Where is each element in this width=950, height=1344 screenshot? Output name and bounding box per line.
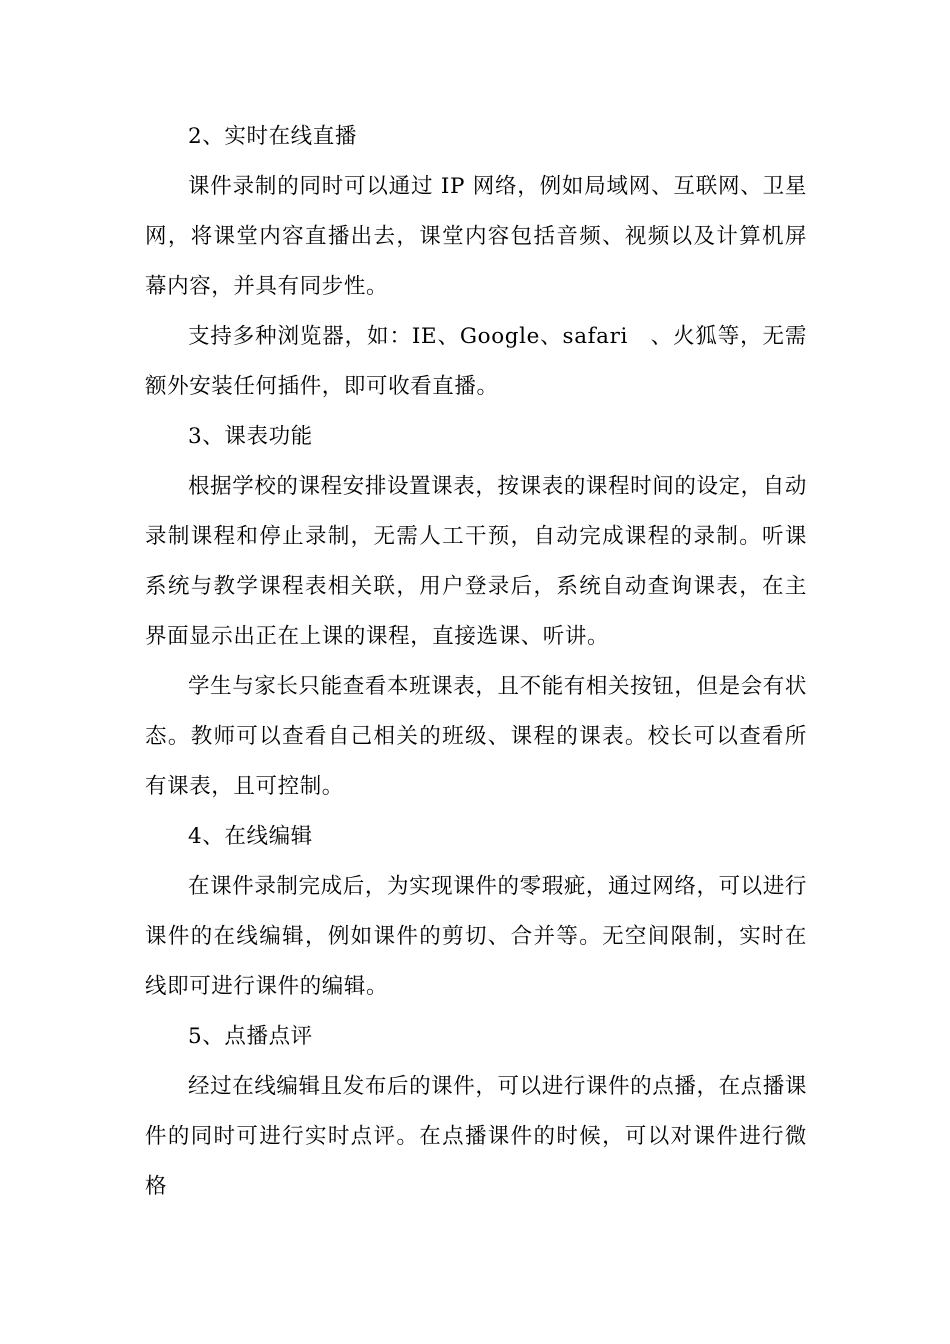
document-page: [145, 112, 807, 1212]
paragraph-live-streaming-network: 课件录制的同时可以通过 IP 网络，例如局域网、互联网、卫星网，将课堂内容直播出去，课堂内容包括音频、视频以及计算机屏幕内容，并具有同步性。: [145, 174, 807, 299]
section-heading-schedule: 3、课表功能: [188, 424, 313, 449]
section-heading-live-streaming: 2、实时在线直播: [188, 124, 357, 149]
section-heading-online-editing: 4、在线编辑: [188, 824, 313, 849]
paragraph-schedule-permissions: 学生与家长只能查看本班课表，且不能有相关按钮，但是会有状态。教师可以查看自己相关的班级、课程的课表。校长可以查看所有课表，且可控制。: [145, 674, 807, 799]
paragraph-browser-support: 支持多种浏览器，如：IE、Google、safari 、火狐等，无需额外安装任何插件，即可收看直播。: [145, 324, 807, 399]
paragraph-online-editing: 在课件录制完成后，为实现课件的零瑕疵，通过网络，可以进行课件的在线编辑，例如课件的剪切、合并等。无空间限制，实时在线即可进行课件的编辑。: [145, 874, 807, 999]
section-heading-vod-review: 5、点播点评: [188, 1024, 313, 1049]
paragraph-schedule-recording: 根据学校的课程安排设置课表，按课表的课程时间的设定，自动录制课程和停止录制，无需人工干预，自动完成课程的录制。听课系统与教学课程表相关联，用户登录后，系统自动查询课表，在主界面显示出正在上课的课程，直接选课、听讲。: [145, 474, 807, 649]
paragraph-vod-review: 经过在线编辑且发布后的课件，可以进行课件的点播，在点播课件的同时可进行实时点评。在点播课件的时候，可以对课件进行微格: [145, 1074, 807, 1199]
